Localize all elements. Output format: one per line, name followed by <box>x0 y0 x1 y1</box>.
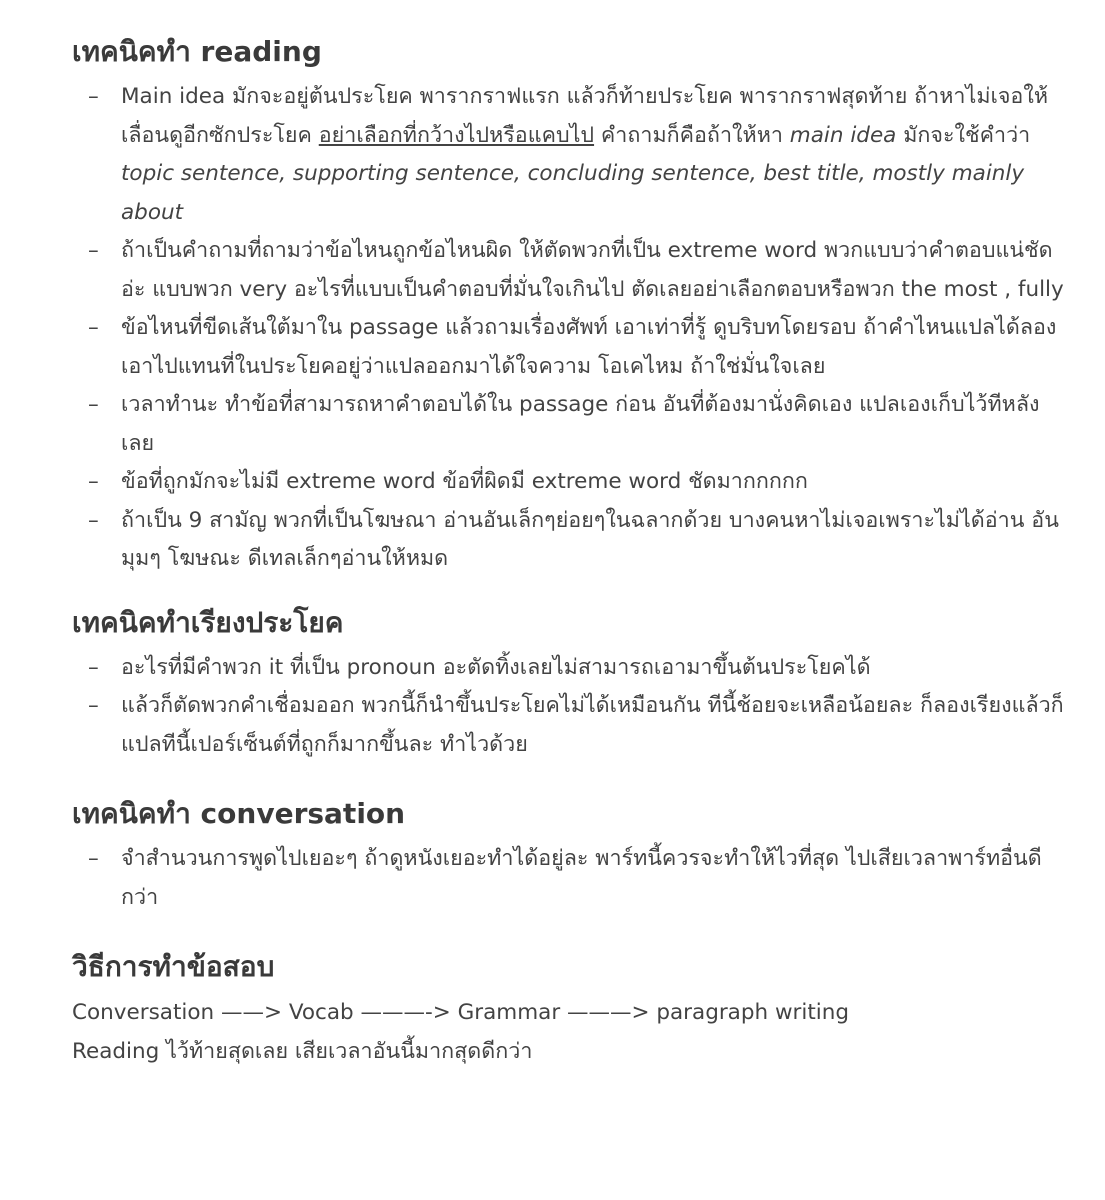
ordering-bullet-list <box>72 649 1065 765</box>
bullet-dash: – <box>88 238 99 263</box>
text-segment: มักจะใช้คำว่า <box>896 122 1031 148</box>
section-title-conversation: เทคนิคทำ conversation <box>72 797 406 830</box>
italic-text: topic sentence, supporting sentence, concluding sentence, best title, mostly mainly about <box>121 161 1025 225</box>
bullet-dash: – <box>88 315 99 340</box>
bullet-dash: – <box>88 654 99 680</box>
list-item <box>72 649 1065 688</box>
list-item-text: ข้อที่ถูกมักจะไม่มี extreme word ข้อที่ผิดมี extreme word ชัดมากกกกก <box>121 469 808 494</box>
list-item-text: จำสำนวนการพูดไปเยอะๆ ถ้าดูหนังเยอะทำได้อยู่ละ พาร์ทนี้ควรจะทำให้ไวที่สุด ไปเสียเวลาพาร์ทอื่นดีกว่า <box>121 846 1042 910</box>
method-reading-line: Reading ไว้ท้ายสุดเลย เสียเวลาอันนี้มากสุดดีกว่า <box>72 1039 533 1064</box>
list-item <box>72 78 1065 232</box>
italic-text: main idea <box>789 122 897 148</box>
text-segment: Main idea มักจะอยู่ต้นประโยค พารากราฟแรก แล้วก็ท้ายประโยค พารากราฟสุดท้าย ถ้าหาไม่เจอให้เลื่อนดูอีกซักประโยค <box>121 84 1049 148</box>
section-reading <box>72 32 1065 579</box>
section-exam-method <box>72 947 1065 1071</box>
section-title-ordering: เทคนิคทำเรียงประโยค <box>72 605 344 639</box>
reading-bullet-list <box>72 78 1065 579</box>
list-item <box>72 840 1065 917</box>
bullet-dash: – <box>88 507 99 533</box>
list-item <box>72 309 1065 386</box>
list-item-text: ถ้าเป็นคำถามที่ถามว่าข้อไหนถูกข้อไหนผิด ให้ตัดพวกที่เป็น extreme word พวกแบบว่าคำตอบแน่ชัดอ่ะ แบบพวก very อะไรที่แบบเป็นคำตอบที่มั่นใจเกินไป ตัดเลยอย่าเลือกตอบหรือพวก the most , fully <box>121 238 1064 302</box>
method-order-line: Conversation ——> Vocab ———-> Grammar ———> paragraph writing <box>72 1000 850 1025</box>
section-title-reading: เทคนิคทำ reading <box>72 35 322 68</box>
list-item-text: แล้วก็ตัดพวกคำเชื่อมออก พวกนี้ก็นำขึ้นประโยคไม่ได้เหมือนกัน ทีนี้ช้อยจะเหลือน้อยละ ก็ลองเรียงแล้วก็แปลทีนี้เปอร์เซ็นต์ที่ถูกก็มากขึ้นละ ทำไวด้วย <box>121 693 1064 757</box>
text-segment: คำถามก็คือถ้าให้หา <box>594 122 790 148</box>
list-item-text: ข้อไหนที่ขีดเส้นใต้มาใน passage แล้วถามเรื่องศัพท์ เอาเท่าที่รู้ ดูบริบทโดยรอบ ถ้าคำไหนแปลได้ลองเอาไปแทนที่ในประโยคอยู่ว่าแปลออกมาได้ใจความ โอเคไหม ถ้าใช่มั่นใจเลย <box>121 315 1057 379</box>
list-item <box>72 463 1065 502</box>
list-item <box>72 386 1065 463</box>
list-item <box>72 232 1065 309</box>
list-item-text: ถ้าเป็น 9 สามัญ พวกที่เป็นโฆษณา อ่านอันเล็กๆย่อยๆในฉลากด้วย บางคนหาไม่เจอเพราะไม่ได้อ่าน อันมุมๆ โฆษณะ ดีเทลเล็กๆอ่านให้หมด <box>121 507 1059 571</box>
section-title-method: วิธีการทำข้อสอบ <box>72 950 275 983</box>
bullet-dash: – <box>88 469 99 494</box>
list-item-text: อะไรที่มีคำพวก it ที่เป็น pronoun อะตัดทิ้งเลยไม่สามารถเอามาขึ้นต้นประโยคได้ <box>121 654 871 680</box>
bullet-dash: – <box>88 846 99 871</box>
section-sentence-ordering <box>72 603 1065 765</box>
conversation-bullet-list <box>72 840 1065 917</box>
section-conversation <box>72 794 1065 917</box>
bullet-dash: – <box>88 392 99 417</box>
list-item <box>72 502 1065 579</box>
list-item <box>72 687 1065 764</box>
list-item-text: เวลาทำนะ ทำข้อที่สามารถหาคำตอบได้ใน passage ก่อน อันที่ต้องมานั่งคิดเอง แปลเองเก็บไว้ทีหลังเลย <box>121 392 1040 456</box>
underlined-text: อย่าเลือกที่กว้างไปหรือแคบไป <box>318 122 595 148</box>
bullet-dash: – <box>88 84 99 109</box>
bullet-dash: – <box>88 693 99 718</box>
